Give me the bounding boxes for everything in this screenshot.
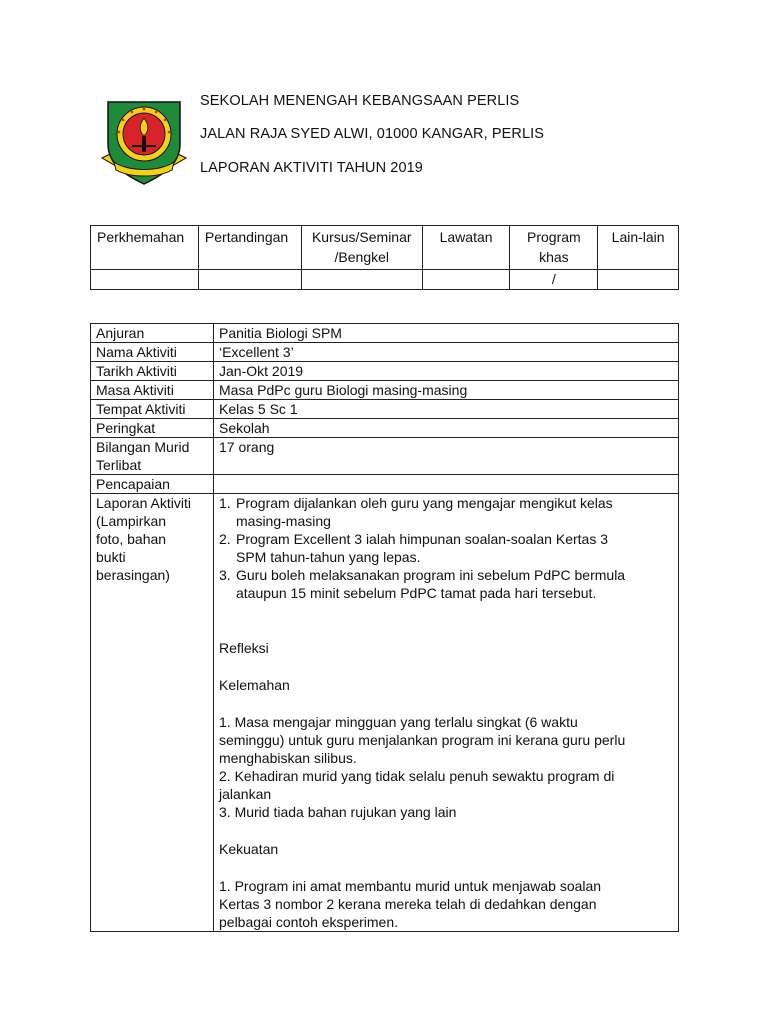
table-row	[91, 381, 679, 400]
kekuatan-line: pelbagai contoh eksperimen.	[219, 914, 399, 930]
header-kursus-seminar	[301, 226, 422, 270]
value-bilangan-murid: 17 orang	[214, 438, 679, 475]
table-row	[91, 494, 679, 932]
list-item-line: ataupun 15 minit sebelum PdPC tamat pada hari tersebut.	[236, 585, 597, 601]
kekuatan-heading: Kekuatan	[219, 841, 279, 857]
kelemahan-heading: Kelemahan	[219, 677, 290, 693]
laporan-points-list	[219, 494, 673, 602]
list-item-line: masing-masing	[236, 513, 331, 529]
activity-details-table	[90, 323, 679, 932]
value-pertandingan	[198, 270, 301, 290]
kekuatan-line: 1. Program ini amat membantu murid untuk menjawab soalan	[219, 878, 602, 894]
header-lain-lain: Lain-lain	[598, 226, 679, 270]
kekuatan-line: Kertas 3 nombor 2 kerana mereka telah di dedahkan dengan	[219, 896, 597, 912]
kelemahan-line: jalankan	[219, 786, 272, 802]
header-lawatan: Lawatan	[422, 226, 510, 270]
label-masa-aktiviti: Masa Aktiviti	[91, 381, 214, 400]
label-bilangan-murid	[91, 438, 214, 475]
activity-category-table	[90, 225, 679, 290]
value-perkhemahan	[91, 270, 199, 290]
label-laporan-aktiviti	[91, 494, 214, 932]
table-row	[91, 475, 679, 494]
school-crest-logo	[98, 96, 190, 188]
table-row	[91, 438, 679, 475]
list-item-line: SPM tahun-tahun yang lepas.	[236, 549, 421, 565]
label-tempat-aktiviti: Tempat Aktiviti	[91, 400, 214, 419]
table-row	[91, 343, 679, 362]
label-anjuran: Anjuran	[91, 324, 214, 343]
list-item-number: 1.	[219, 495, 231, 511]
table-row	[91, 362, 679, 381]
table-row	[91, 324, 679, 343]
header-pertandingan: Pertandingan	[198, 226, 301, 270]
table-row	[91, 400, 679, 419]
value-masa-aktiviti: Masa PdPc guru Biologi masing-masing	[214, 381, 679, 400]
label-bilangan-line2: Terlibat	[96, 457, 142, 473]
kelemahan-line: 1. Masa mengajar mingguan yang terlalu singkat (6 waktu	[219, 714, 578, 730]
report-title: LAPORAN AKTIVITI TAHUN 2019	[200, 160, 423, 176]
value-kursus-seminar	[301, 270, 422, 290]
list-item	[219, 566, 673, 602]
list-item-line: Guru boleh melaksanakan program ini sebelum PdPC bermula	[236, 567, 626, 583]
category-header-row	[91, 226, 679, 270]
value-anjuran: Panitia Biologi SPM	[214, 324, 679, 343]
label-laporan-line3: foto, bahan	[96, 531, 167, 547]
value-laporan-aktiviti	[214, 494, 679, 932]
kelemahan-line: seminggu) untuk guru menjalankan program ini kerana guru perlu	[219, 732, 626, 748]
list-item-line: Program dijalankan oleh guru yang mengajar mengikut kelas	[236, 495, 613, 511]
label-laporan-line4: bukti	[96, 549, 126, 565]
header-program-line1: Program	[527, 229, 581, 245]
school-address: JALAN RAJA SYED ALWI, 01000 KANGAR, PERLIS	[200, 126, 545, 142]
label-tarikh-aktiviti: Tarikh Aktiviti	[91, 362, 214, 381]
kelemahan-line: menghabiskan silibus.	[219, 750, 357, 766]
label-bilangan-line1: Bilangan Murid	[96, 439, 190, 455]
kelemahan-line: 3. Murid tiada bahan rujukan yang lain	[219, 804, 457, 820]
value-lain-lain	[598, 270, 679, 290]
list-item-line: Program Excellent 3 ialah himpunan soalan-soalan Kertas 3	[236, 531, 608, 547]
label-nama-aktiviti: Nama Aktiviti	[91, 343, 214, 362]
header-perkhemahan: Perkhemahan	[91, 226, 199, 270]
header-program-khas	[510, 226, 598, 270]
kelemahan-line: 2. Kehadiran murid yang tidak selalu penuh sewaktu program di	[219, 768, 615, 784]
value-program-khas: /	[510, 270, 598, 290]
value-pencapaian	[214, 475, 679, 494]
label-laporan-line2: (Lampirkan	[96, 513, 167, 529]
list-item	[219, 494, 673, 530]
value-tarikh-aktiviti: Jan-Okt 2019	[214, 362, 679, 381]
label-laporan-line5: berasingan)	[96, 567, 170, 583]
category-value-row	[91, 270, 679, 290]
school-name: SEKOLAH MENENGAH KEBANGSAAN PERLIS	[200, 93, 520, 109]
list-item-number: 2.	[219, 531, 231, 547]
list-item-number: 3.	[219, 567, 231, 583]
label-laporan-line1: Laporan Aktiviti	[96, 495, 191, 511]
value-lawatan	[422, 270, 510, 290]
header-kursus-line2: /Bengkel	[334, 249, 389, 265]
value-tempat-aktiviti: Kelas 5 Sc 1	[214, 400, 679, 419]
refleksi-heading: Refleksi	[219, 640, 269, 656]
value-peringkat: Sekolah	[214, 419, 679, 438]
label-pencapaian: Pencapaian	[91, 475, 214, 494]
header-program-line2: khas	[539, 249, 569, 265]
label-peringkat: Peringkat	[91, 419, 214, 438]
header-kursus-line1: Kursus/Seminar	[311, 229, 412, 245]
list-item	[219, 530, 673, 566]
table-row	[91, 419, 679, 438]
value-nama-aktiviti: ‘Excellent 3’	[214, 343, 679, 362]
